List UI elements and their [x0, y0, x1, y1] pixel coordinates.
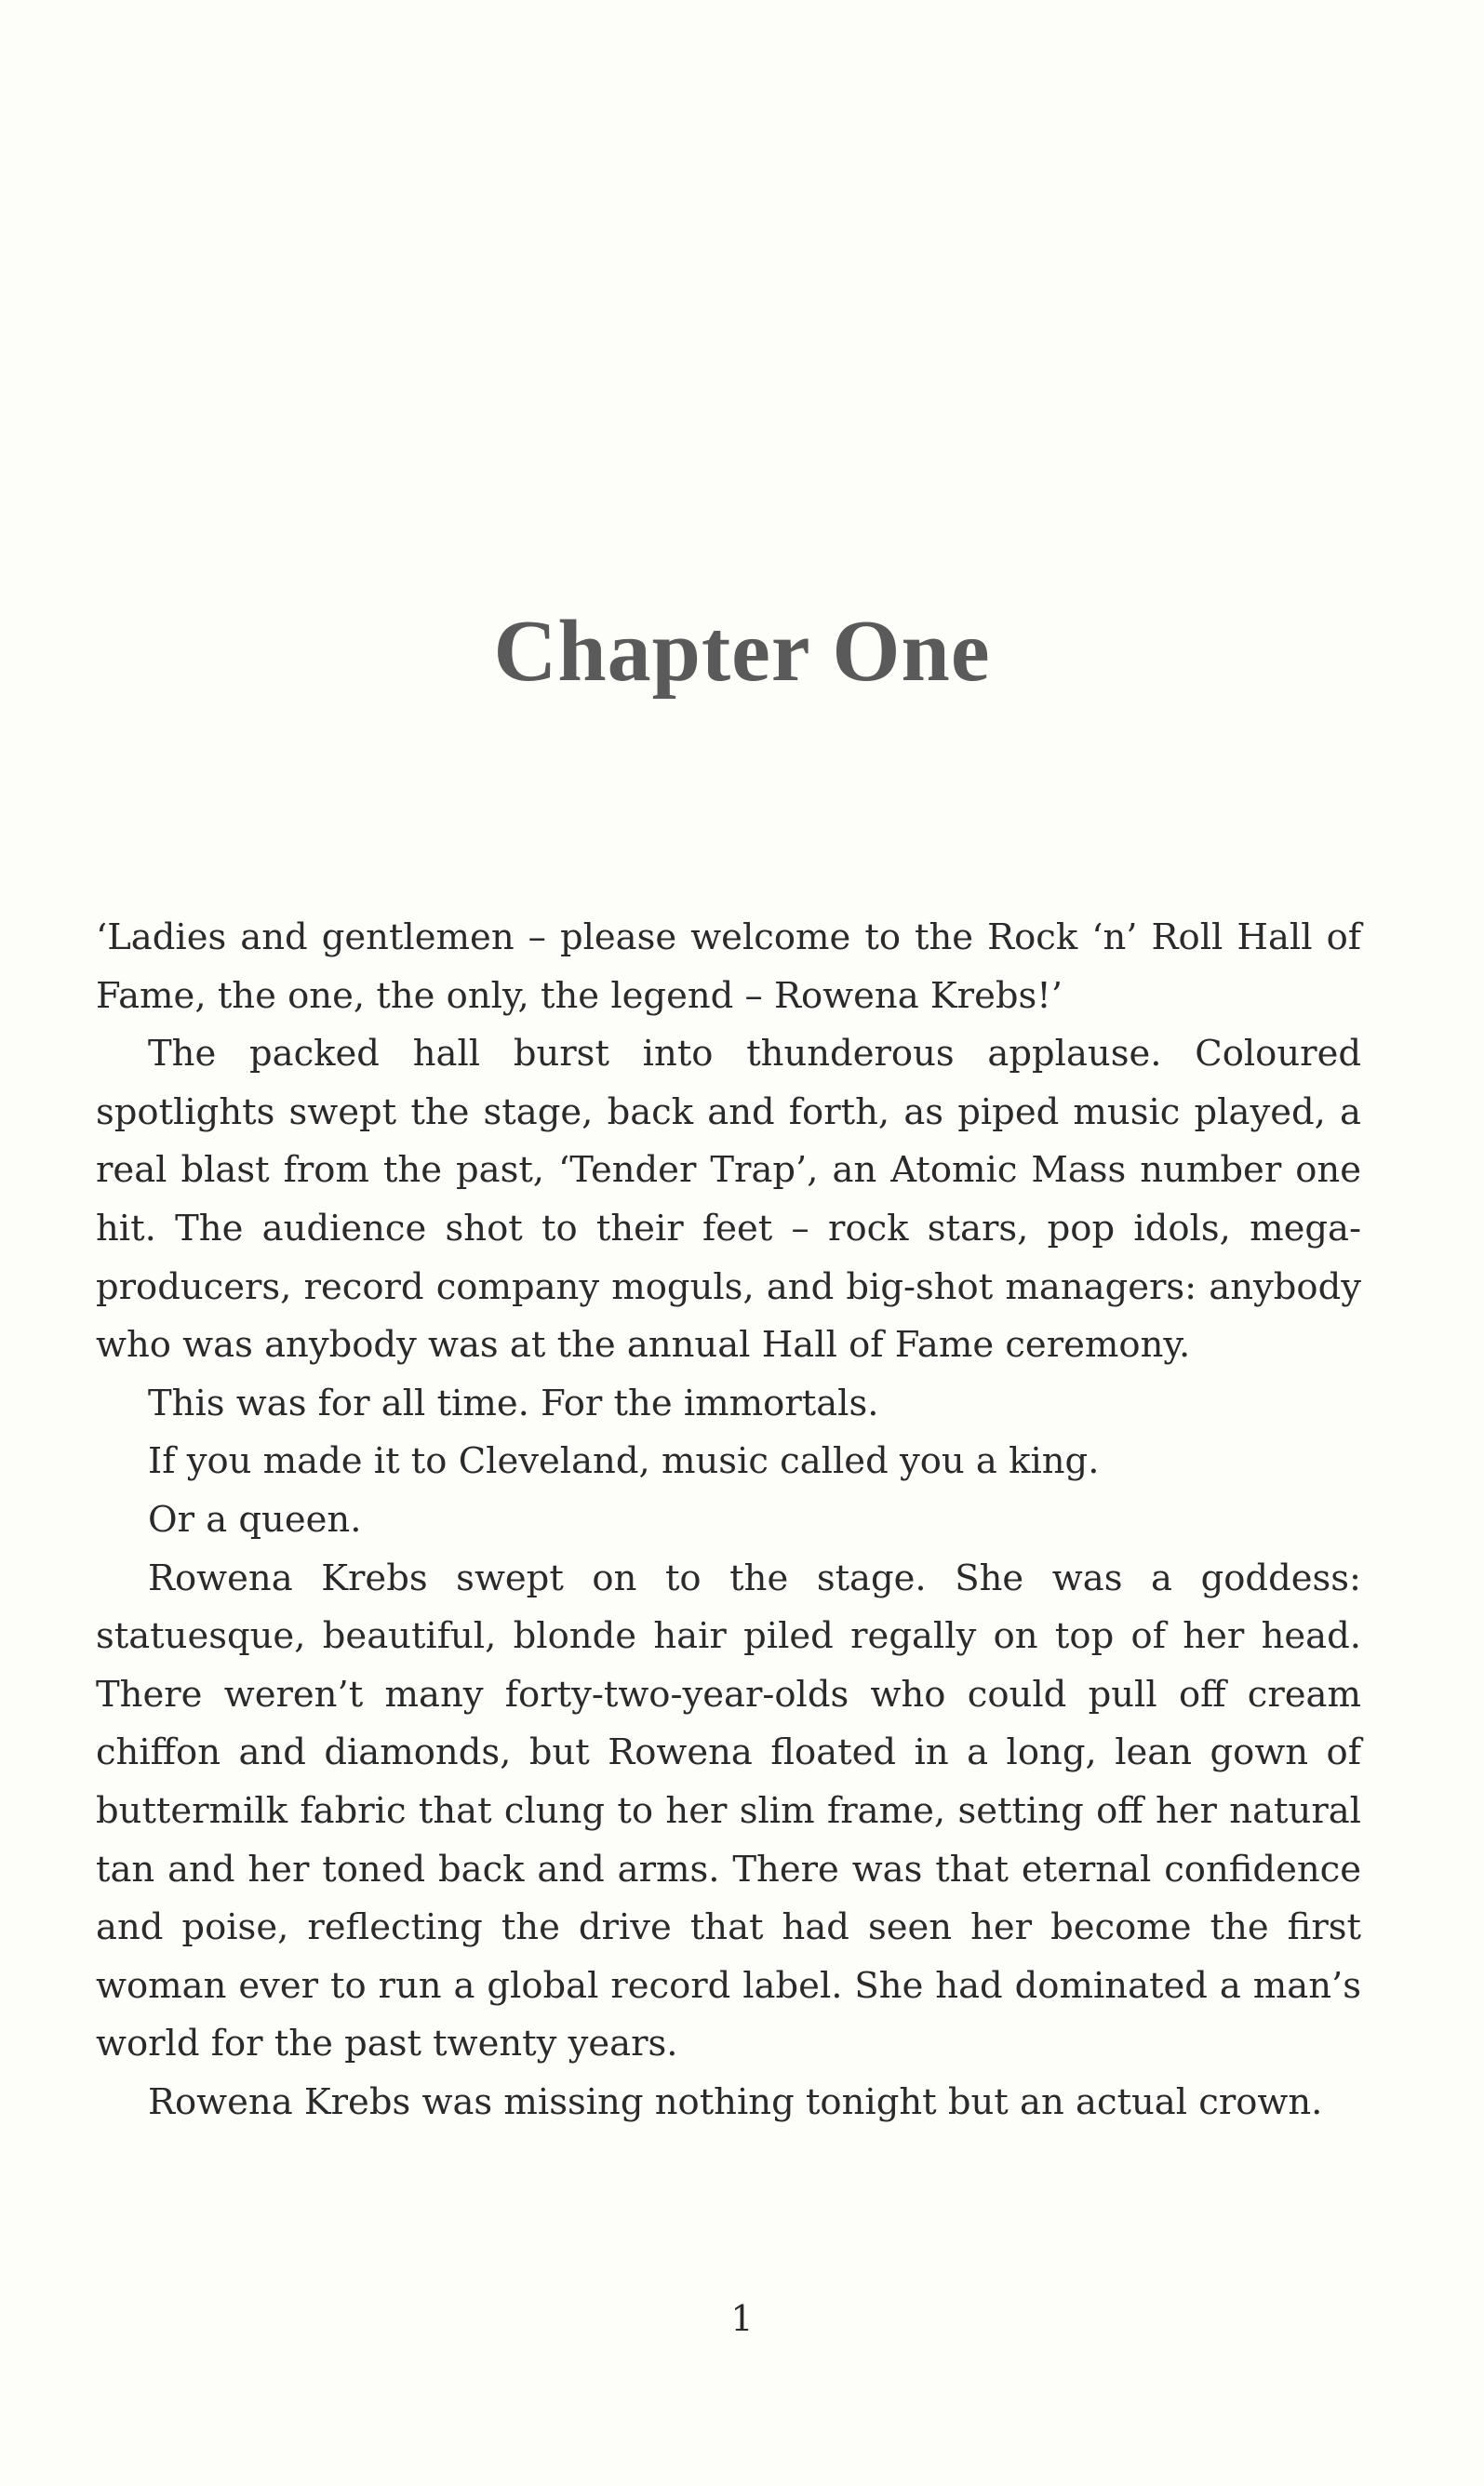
paragraph: If you made it to Cleveland, music called you a king. — [148, 1440, 1100, 1483]
chapter-body — [96, 909, 1361, 2132]
paragraph: This was for all time. For the immortals. — [148, 1382, 879, 1424]
paragraph: Rowena Krebs was missing nothing tonight but an actual crown. — [148, 2080, 1323, 2123]
paragraph: Or a queen. — [148, 1498, 362, 1541]
paragraph: Rowena Krebs swept on to the stage. She was a goddess: statuesque, beautiful, blonde hair piled regally on top of her head. There weren’t many forty-two-year-olds who could pull off cream chiffon and diamonds, but Rowena floated in a long, lean gown of buttermilk fabric that clung to her slim frame, setting off her natural tan and her toned back and arms. There was that eternal confidence and poise, reflecting the drive that had seen her become the first woman ever to run a global record label. She had dominated a man’s world for the past twenty years. — [96, 1557, 1361, 2065]
paragraph: The packed hall burst into thunderous applause. Coloured spotlights swept the stage, back and forth, as piped music played, a real blast from the past, ‘Tender Trap’, an Atomic Mass number one hit. The audience shot to their feet – rock stars, pop idols, mega-producers, record company moguls, and big-shot managers: anybody who was anybody was at the annual Hall of Fame ceremony. — [96, 1033, 1361, 1367]
page-number: 1 — [730, 2298, 754, 2339]
paragraph: ‘Ladies and gentlemen – please welcome to the Rock ‘n’ Roll Hall of Fame, the one, the only, the legend – Rowena Krebs!’ — [96, 916, 1361, 1017]
chapter-title: Chapter One — [493, 602, 991, 700]
